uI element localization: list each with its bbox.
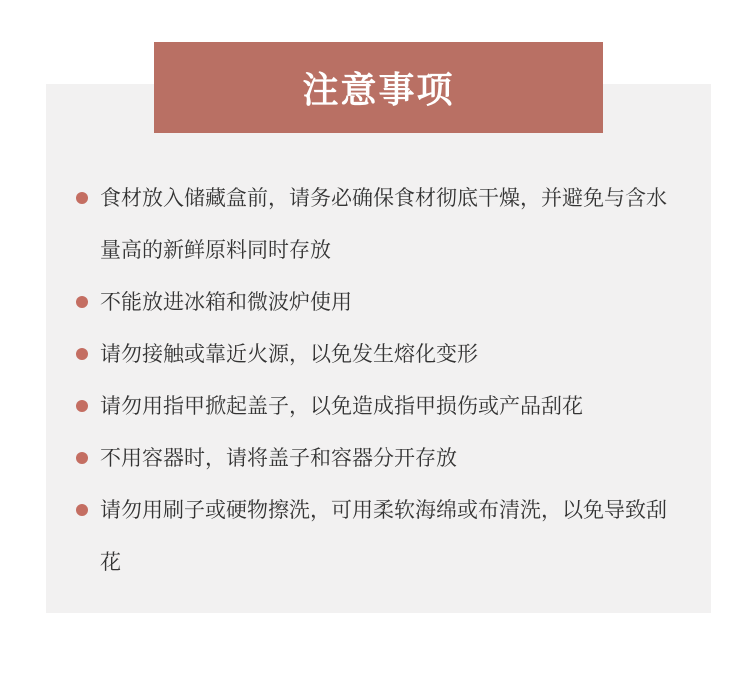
note-item <box>76 432 686 484</box>
bullet-dot-icon <box>76 452 88 464</box>
note-text: 请勿用刷子或硬物擦洗，可用柔软海绵或布清洗，以免导致刮花 <box>100 498 667 574</box>
note-text: 请勿接触或靠近火源，以免发生熔化变形 <box>100 342 478 366</box>
note-text: 不能放进冰箱和微波炉使用 <box>100 290 352 314</box>
notes-list <box>76 172 686 588</box>
note-item <box>76 276 686 328</box>
note-item <box>76 172 686 276</box>
note-item <box>76 380 686 432</box>
bullet-dot-icon <box>76 504 88 516</box>
note-text: 不用容器时，请将盖子和容器分开存放 <box>100 446 457 470</box>
note-text: 食材放入储藏盒前，请务必确保食材彻底干燥，并避免与含水量高的新鲜原料同时存放 <box>100 186 667 262</box>
note-item <box>76 328 686 380</box>
note-text: 请勿用指甲掀起盖子，以免造成指甲损伤或产品刮花 <box>100 394 583 418</box>
title-banner <box>154 42 603 133</box>
note-item <box>76 484 686 588</box>
page-title: 注意事项 <box>302 70 455 111</box>
bullet-dot-icon <box>76 296 88 308</box>
bullet-dot-icon <box>76 400 88 412</box>
bullet-dot-icon <box>76 348 88 360</box>
bullet-dot-icon <box>76 192 88 204</box>
